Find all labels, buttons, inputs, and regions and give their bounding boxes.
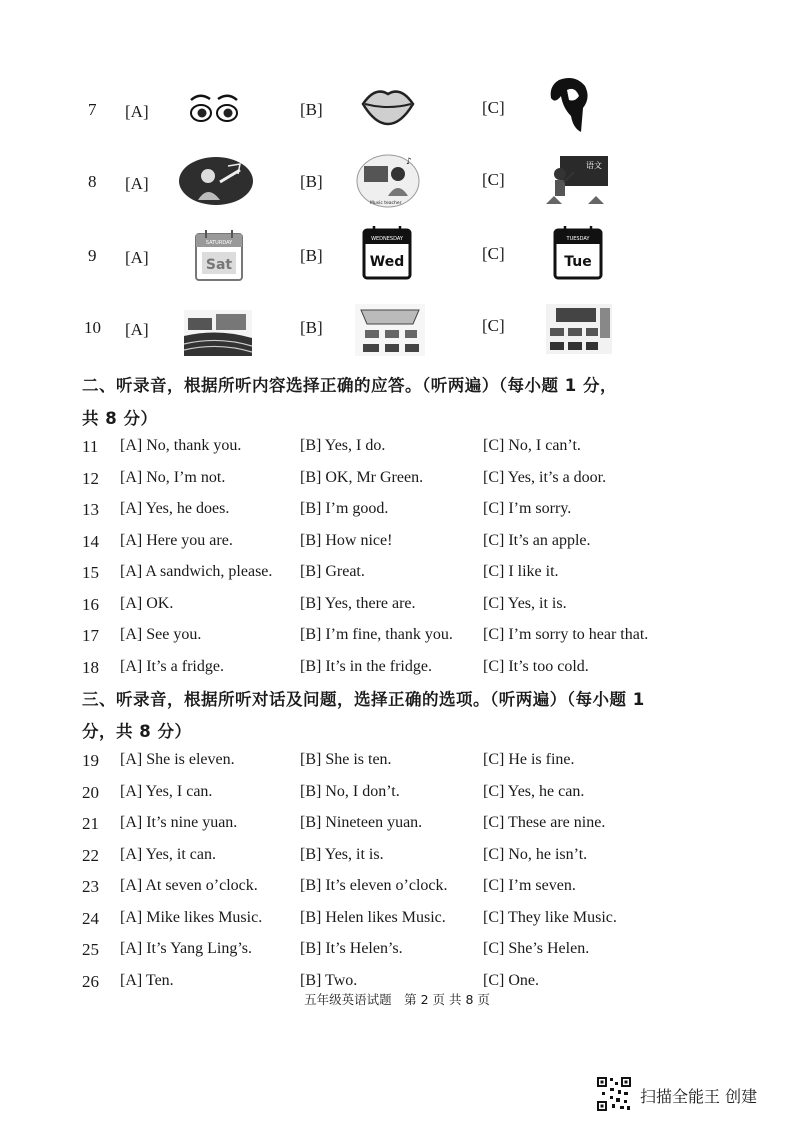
- scanner-brand-label: 扫描全能王 创建: [640, 1087, 758, 1106]
- option-label-c: [C]: [482, 316, 505, 335]
- option-b: [B] I’m good.: [300, 500, 389, 517]
- option-a: [A] At seven o’clock.: [120, 877, 258, 894]
- question-number: 11: [82, 437, 99, 456]
- option-b: [B] I’m fine, thank you.: [300, 626, 453, 643]
- music-teacher-caption: Music teacher: [370, 201, 402, 206]
- option-label-c: [C]: [482, 170, 505, 189]
- section-2-heading-cont: 共 8 分）: [82, 409, 158, 428]
- option-b: [B] It’s Helen’s.: [300, 940, 403, 957]
- option-c: [C] I like it.: [483, 563, 559, 580]
- calendar-day: Sat: [205, 257, 233, 273]
- option-a: [A] Here you are.: [120, 531, 233, 549]
- section-2-heading: 二、听录音，根据所听内容选择正确的应答。（听两遍）（每小题 1 分，: [82, 376, 617, 395]
- option-c: [C] She’s Helen.: [483, 940, 590, 957]
- calendar-day: Wed: [369, 254, 405, 270]
- question-number: 19: [82, 751, 99, 770]
- option-c: [C] Yes, it’s a door.: [483, 468, 607, 486]
- question-number: 9: [88, 246, 97, 265]
- svg-text:♪: ♪: [406, 157, 412, 167]
- question-number: 20: [82, 782, 99, 802]
- option-label-b: [B]: [300, 172, 323, 191]
- option-b: [B] Yes, it is.: [300, 845, 384, 863]
- option-c: [C] No, I can’t.: [483, 437, 581, 454]
- dining-hall-icon: [355, 304, 425, 356]
- option-c: [C] No, he isn’t.: [483, 845, 588, 863]
- option-b: [B] Nineteen yuan.: [300, 814, 423, 831]
- option-c: [C] He is fine.: [483, 751, 575, 768]
- option-label-b: [B]: [300, 318, 323, 337]
- option-b: [B] It’s in the fridge.: [300, 657, 432, 675]
- calendar-header: WEDNESDAY: [371, 236, 403, 242]
- question-number: 10: [84, 318, 101, 337]
- option-label-c: [C]: [482, 244, 505, 263]
- option-a: [A] It’s Yang Ling’s.: [120, 940, 253, 957]
- question-number: 7: [88, 100, 97, 119]
- question-number: 13: [82, 500, 99, 519]
- music-teacher-icon: [356, 154, 420, 208]
- option-a: [A] Ten.: [120, 971, 174, 989]
- option-a: [A] Yes, he does.: [120, 500, 230, 517]
- option-a: [A] See you.: [120, 626, 202, 643]
- calendar-wednesday-icon: [362, 224, 412, 280]
- playground-icon: [184, 310, 252, 356]
- option-a: [A] No, thank you.: [120, 437, 242, 454]
- option-a: [A] Mike likes Music.: [120, 908, 263, 926]
- option-label-a: [A]: [125, 320, 149, 339]
- classroom-icon: [546, 304, 612, 354]
- option-label-a: [A]: [125, 248, 149, 267]
- calendar-header: TUESDAY: [566, 236, 590, 242]
- teacher-board-icon: [178, 156, 254, 206]
- option-b: [B] Yes, there are.: [300, 594, 416, 612]
- question-number: 12: [82, 468, 99, 488]
- lips-icon: [360, 84, 416, 126]
- option-label-a: [A]: [125, 102, 149, 121]
- hair-icon: [545, 76, 595, 136]
- option-a: [A] It’s nine yuan.: [120, 814, 238, 831]
- option-label-b: [B]: [300, 100, 323, 119]
- question-number: 21: [82, 814, 99, 833]
- question-number: 26: [82, 971, 99, 991]
- option-a: [A] She is eleven.: [120, 751, 235, 768]
- option-c: [C] I’m sorry to hear that.: [483, 626, 649, 643]
- calendar-header: SATURDAY: [205, 240, 233, 246]
- option-b: [B] She is ten.: [300, 751, 392, 768]
- option-label-c: [C]: [482, 98, 505, 117]
- board-text: 语文: [586, 161, 602, 170]
- section-3-heading: 三、听录音，根据所听对话及问题，选择正确的选项。（听两遍）（每小题 1: [82, 690, 645, 709]
- eyes-icon: [188, 92, 240, 126]
- question-number: 16: [82, 594, 99, 614]
- option-a: [A] Yes, it can.: [120, 845, 216, 863]
- option-c: [C] I’m sorry.: [483, 500, 572, 517]
- question-number: 17: [82, 626, 99, 645]
- option-b: [B] How nice!: [300, 531, 393, 549]
- chinese-teacher-icon: [544, 154, 610, 206]
- page-footer: 五年级英语试题 第 2 页 共 8 页: [304, 992, 490, 1007]
- option-b: [B] It’s eleven o’clock.: [300, 877, 448, 894]
- option-c: [C] One.: [483, 971, 539, 989]
- option-b: [B] Yes, I do.: [300, 437, 386, 454]
- option-c: [C] It’s too cold.: [483, 657, 589, 675]
- option-a: [A] No, I’m not.: [120, 468, 226, 486]
- question-number: 25: [82, 940, 99, 959]
- option-a: [A] OK.: [120, 594, 174, 612]
- option-c: [C] Yes, it is.: [483, 594, 567, 612]
- option-a: [A] It’s a fridge.: [120, 657, 224, 675]
- option-label-b: [B]: [300, 246, 323, 265]
- qr-code-icon: [596, 1076, 632, 1112]
- option-c: [C] It’s an apple.: [483, 531, 591, 549]
- option-b: [B] OK, Mr Green.: [300, 468, 424, 486]
- option-a: [A] Yes, I can.: [120, 782, 213, 800]
- question-number: 24: [82, 908, 99, 928]
- option-c: [C] I’m seven.: [483, 877, 576, 894]
- calendar-tuesday-icon: [553, 224, 603, 280]
- option-b: [B] Great.: [300, 563, 365, 580]
- calendar-day: Tue: [564, 254, 592, 270]
- option-b: [B] No, I don’t.: [300, 782, 400, 800]
- option-c: [C] These are nine.: [483, 814, 606, 831]
- calendar-saturday-icon: [194, 228, 244, 282]
- question-number: 18: [82, 657, 99, 677]
- option-label-a: [A]: [125, 174, 149, 193]
- option-a: [A] A sandwich, please.: [120, 563, 273, 580]
- option-c: [C] Yes, he can.: [483, 782, 585, 800]
- question-number: 23: [82, 877, 99, 896]
- option-c: [C] They like Music.: [483, 908, 617, 926]
- question-number: 15: [82, 563, 99, 582]
- question-number: 14: [82, 531, 99, 551]
- question-number: 22: [82, 845, 99, 865]
- section-3-heading-cont: 分，共 8 分）: [82, 722, 192, 741]
- question-number: 8: [88, 172, 97, 191]
- option-b: [B] Helen likes Music.: [300, 908, 446, 926]
- option-b: [B] Two.: [300, 971, 358, 989]
